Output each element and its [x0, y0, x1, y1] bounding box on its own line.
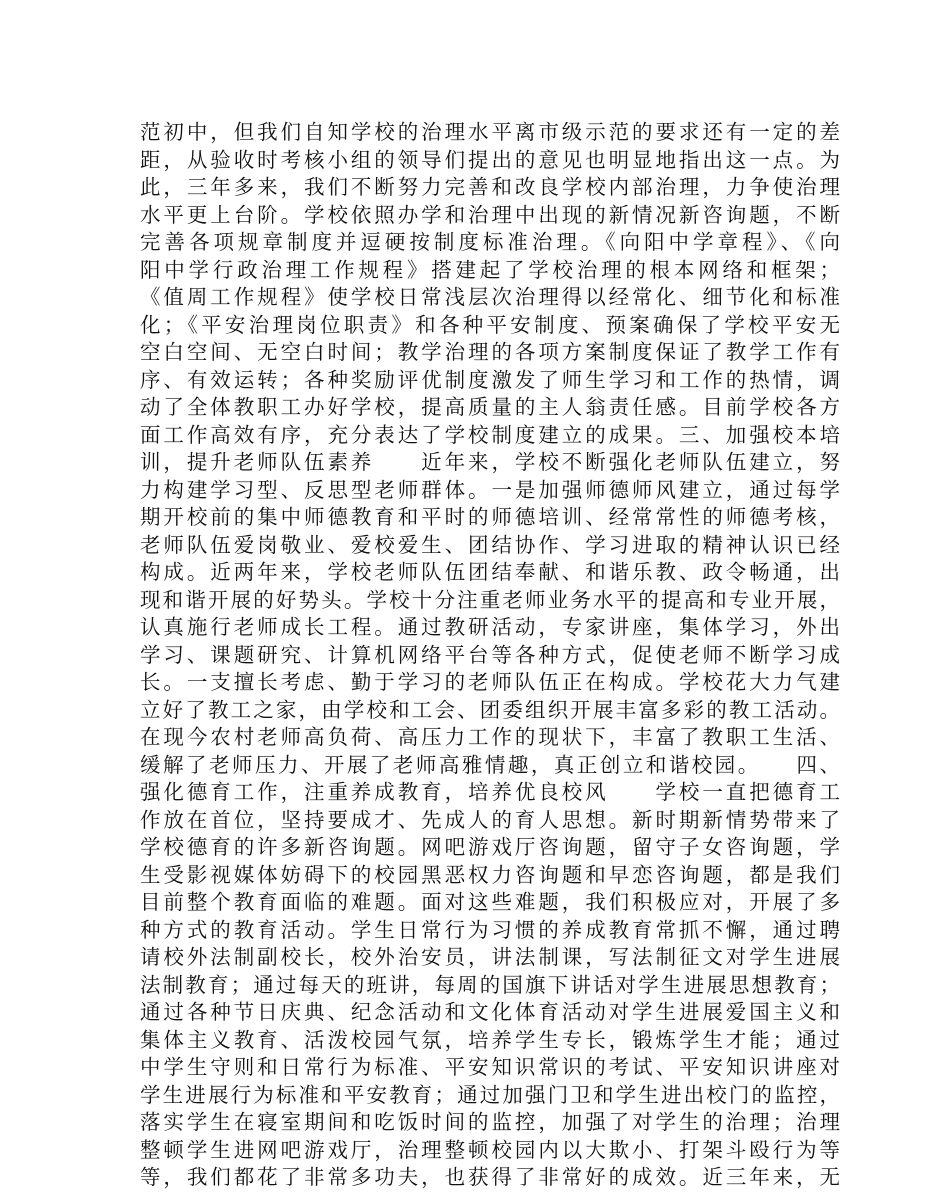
- text-line: 力构建学习型、反思型老师群体。一是加强师德师风建立，通过每学: [140, 477, 840, 502]
- text-line: 构成。近两年来，学校老师队伍团结奉献、和谐乐教、政令畅通，出: [140, 560, 840, 584]
- text-line: 动了全体教职工办好学校，提高质量的主人翁责任感。目前学校各方: [140, 395, 840, 419]
- text-line: 范初中，但我们自知学校的治理水平离市级示范的要求还有一定的差: [140, 120, 840, 144]
- text-line: 训，提升老师队伍素养 近年来，学校不断强化老师队伍建立，努: [140, 450, 840, 474]
- text-line: 学校德育的许多新咨询题。网吧游戏厅咨询题，留守子女咨询题，学: [140, 835, 840, 859]
- text-line: 目前整个教育面临的难题。面对这些难题，我们积极应对，开展了多: [140, 890, 840, 914]
- text-line: 生受影视媒体妨碍下的校园黑恶权力咨询题和早恋咨询题，都是我们: [140, 862, 840, 887]
- text-line: 《值周工作规程》使学校日常浅层次治理得以经常化、细节化和标准: [140, 285, 840, 309]
- text-line: 长。一支擅长考虑、勤于学习的老师队伍正在构成。学校花大力气建: [140, 670, 840, 694]
- text-line: 整顿学生进网吧游戏厅，治理整顿校园内以大欺小、打架斗殴行为等: [140, 1137, 840, 1162]
- text-line: 法制教育；通过每天的班讲，每周的国旗下讲话对学生进展思想教育；: [140, 972, 840, 997]
- text-line: 作放在首位，坚持要成才、先成人的育人思想。新时期新情势带来了: [140, 807, 840, 832]
- text-line: 在现今农村老师高负荷、高压力工作的现状下，丰富了教职工生活、: [140, 725, 840, 749]
- text-line: 集体主义教育、活泼校园气氛，培养学生专长，锻炼学生才能；通过: [140, 1027, 840, 1052]
- text-line: 请校外法制副校长，校外治安员，讲法制课，写法制征文对学生进展: [140, 945, 840, 969]
- text-line: 缓解了老师压力、开展了老师高雅情趣，真正创立和谐校园。 四、: [140, 752, 840, 777]
- text-line: 立好了教工之家，由学校和工会、团委组织开展丰富多彩的教工活动。: [140, 697, 840, 722]
- text-line: 空白空间、无空白时间；教学治理的各项方案制度保证了教学工作有: [140, 340, 840, 364]
- text-line: 化；《平安治理岗位职责》和各种平安制度、预案确保了学校平安无: [140, 312, 840, 337]
- text-line: 通过各种节日庆典、纪念活动和文化体育活动对学生进展爱国主义和: [140, 1000, 840, 1024]
- text-line: 种方式的教育活动。学生日常行为习惯的养成教育常抓不懈，通过聘: [140, 917, 840, 942]
- text-line: 现和谐开展的好势头。学校十分注重老师业务水平的提高和专业开展，: [140, 587, 840, 612]
- text-line: 学习、课题研究、计算机网络平台等各种方式，促使老师不断学习成: [140, 642, 840, 667]
- text-line: 阳中学行政治理工作规程》搭建起了学校治理的根本网络和框架；: [140, 257, 840, 282]
- text-line: 强化德育工作，注重养成教育，培养优良校风 学校一直把德育工: [140, 780, 840, 804]
- text-line: 认真施行老师成长工程。通过教研活动，专家讲座，集体学习，外出: [140, 615, 840, 639]
- text-line: 面工作高效有序，充分表达了学校制度建立的成果。三、加强校本培: [140, 422, 840, 447]
- text-line: 学生进展行为标准和平安教育；通过加强门卫和学生进出校门的监控，: [140, 1082, 840, 1107]
- text-line: 水平更上台阶。学校依照办学和治理中出现的新情况新咨询题，不断: [140, 202, 840, 227]
- text-line: 老师队伍爱岗敬业、爱校爱生、团结协作、学习进取的精神认识已经: [140, 532, 840, 557]
- text-line: 序、有效运转；各种奖励评优制度激发了师生学习和工作的热情，调: [140, 367, 840, 392]
- text-line: 期开校前的集中师德教育和平时的师德培训、经常常性的师德考核，: [140, 505, 840, 529]
- body-text: [140, 119, 840, 1192]
- text-line: 此，三年多来，我们不断努力完善和改良学校内部治理，力争使治理: [140, 175, 840, 199]
- text-line: 等，我们都花了非常多功夫，也获得了非常好的成效。近三年来，无: [140, 1165, 840, 1189]
- text-line: 落实学生在寝室期间和吃饭时间的监控，加强了对学生的治理；治理: [140, 1110, 840, 1134]
- text-line: 中学生守则和日常行为标准、平安知识常识的考试、平安知识讲座对: [140, 1055, 840, 1079]
- text-line: 距，从验收时考核小组的领导们提出的意见也明显地指出这一点。为: [140, 147, 840, 172]
- text-line: 完善各项规章制度并逗硬按制度标准治理。《向阳中学章程》、《向: [140, 230, 840, 254]
